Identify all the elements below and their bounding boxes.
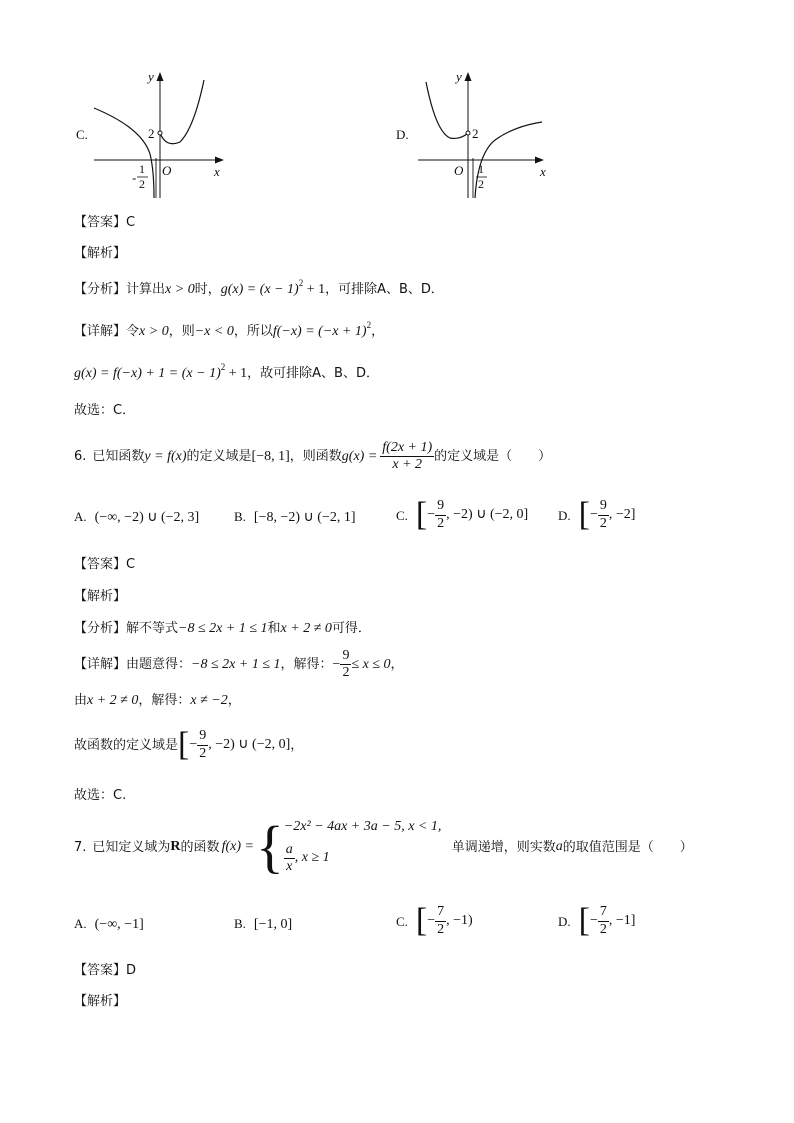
fraction: [598, 904, 609, 937]
graph-c-left-branch: [94, 108, 154, 198]
text: 的函数: [180, 839, 220, 855]
denominator: x + 2: [392, 457, 423, 473]
text: 单调递增，则实数: [451, 839, 556, 855]
graph-d-y-label: y: [456, 69, 462, 84]
text: ，可排除A、B、D．: [325, 282, 444, 297]
math: R: [170, 839, 181, 854]
math: , −1): [446, 913, 473, 928]
q5-analysis-tag: 【解析】: [74, 246, 127, 261]
q6-choose: 故选：C.: [74, 788, 127, 803]
text: ，则函数: [289, 449, 342, 465]
graph-d-x-mark-den: 2: [478, 177, 484, 191]
denominator: 2: [437, 515, 445, 531]
option-label: C.: [396, 913, 408, 929]
q7-option-a: [74, 917, 144, 932]
exponent: 2: [366, 320, 372, 330]
math: + 1: [225, 366, 248, 381]
answer-tag: 【答案】: [74, 215, 127, 230]
q5-fenxi: [74, 278, 444, 297]
math: y = f(x): [144, 448, 187, 464]
math: + 1: [303, 282, 326, 297]
graph-c-y-mark: 2: [148, 126, 155, 141]
text: 和: [267, 621, 281, 636]
graph-d-left-branch: [426, 82, 468, 138]
denominator: 2: [199, 745, 207, 761]
answer-value: C: [126, 557, 136, 572]
math: f(−x) = (−x + 1): [272, 324, 367, 339]
math: −x < 0: [194, 324, 234, 339]
option-label: D.: [558, 913, 571, 929]
q6-answer: [74, 558, 135, 571]
q6-analysis-tag: 【解析】: [74, 589, 127, 604]
graph-d-x-arrow: [535, 157, 544, 164]
math: g(x) = f(−x) + 1 = (x − 1): [74, 366, 221, 381]
q7-option-b: [234, 917, 292, 932]
question-number: 6.: [74, 449, 87, 465]
graph-c-x-mark-num: 1: [139, 162, 145, 176]
text: ，: [227, 693, 241, 708]
fenxi-tag: 【分析】: [74, 621, 127, 636]
q6-option-b: [234, 510, 356, 525]
text: 已知定义域为: [92, 839, 171, 855]
graph-d-origin-label: O: [454, 163, 464, 178]
answer-value: D: [126, 963, 137, 978]
bracket: [: [415, 496, 428, 533]
graph-c: [88, 66, 238, 202]
fraction: [380, 440, 434, 473]
q7-option-d: [558, 904, 635, 938]
option-label: B.: [234, 916, 246, 931]
text: 计算出: [126, 282, 166, 297]
denominator: 2: [599, 921, 607, 937]
math: g(x) = (x − 1): [220, 282, 299, 297]
text: ，: [371, 324, 385, 339]
graph-c-x-label: x: [214, 164, 220, 179]
numerator: 9: [598, 498, 609, 515]
text: 由: [74, 693, 88, 708]
math: , −2]: [608, 507, 636, 522]
q5-xiangjie-1: [74, 320, 385, 339]
answer-tag: 【答案】: [74, 963, 127, 978]
question-number: 7.: [74, 839, 87, 855]
denominator: 2: [342, 665, 350, 681]
q6-option-d: [558, 498, 635, 532]
graph-d-y-arrow: [465, 72, 472, 81]
graph-d: [412, 66, 558, 202]
numerator: a: [284, 842, 295, 859]
option-math: [−8, −2) ∪ (−2, 1]: [253, 510, 356, 525]
math: x > 0: [139, 324, 169, 339]
numerator: f(2x + 1): [380, 440, 434, 457]
fraction: [340, 648, 351, 681]
text: ，故可排除A、B、D．: [247, 366, 379, 381]
q6-xiangjie-3: 故函数的定义域是 [ − $\frac{9}{2}$ , −2) ∪ (−2, 0] ，: [74, 726, 304, 763]
q5-answer: [74, 216, 135, 229]
math: −: [427, 507, 436, 522]
text: 的定义域是（ ）: [434, 449, 552, 465]
math: −8 ≤ 2x + 1 ≤ 1: [178, 621, 268, 636]
text: ，所以: [233, 324, 273, 339]
text: 的取值范围是（ ）: [562, 839, 693, 855]
fraction: [284, 842, 295, 875]
option-label: D.: [558, 507, 571, 523]
numerator: 7: [435, 904, 446, 921]
q6-xiangjie-1: 【详解】 由题意得： −8 ≤ 2x + 1 ≤ 1 ，解得： − $\frac{9}{2}$ ≤ x ≤ 0 ，: [74, 648, 404, 681]
math: −: [427, 913, 436, 928]
exponent: 2: [220, 362, 226, 372]
text: ，解得：: [138, 693, 191, 708]
numerator: 9: [197, 728, 208, 745]
math: [−8, 1]: [251, 448, 290, 464]
graph-c-y-label: y: [148, 69, 154, 84]
fraction: [598, 498, 609, 531]
math: ≤ x ≤ 0: [351, 656, 391, 672]
option-math: [−1, 0]: [253, 917, 293, 932]
bracket: [: [415, 902, 428, 939]
text: 时，: [194, 282, 221, 297]
exponent: 2: [298, 278, 304, 288]
option-label: B.: [234, 509, 246, 524]
text: 的定义域是: [186, 449, 252, 465]
text: 故函数的定义域是: [74, 737, 179, 753]
option-math: (−∞, −1]: [94, 917, 144, 932]
q7-stem: [74, 814, 693, 879]
brace: {: [255, 814, 284, 879]
option-math: (−∞, −2) ∪ (−2, 3]: [94, 510, 200, 525]
math: , −2) ∪ (−2, 0]: [446, 507, 529, 522]
q7-analysis-tag: 【解析】: [74, 994, 127, 1009]
q7-option-c: [396, 904, 473, 938]
q7-answer: [74, 964, 136, 977]
math: −8 ≤ 2x + 1 ≤ 1: [191, 656, 281, 672]
math: a: [555, 839, 563, 854]
bracket: [: [578, 496, 590, 533]
math: , x ≥ 1: [294, 850, 330, 866]
case-1: −2x² − 4ax + 3a − 5, x < 1,: [283, 819, 442, 834]
q6-xiangjie-2: [74, 694, 241, 708]
numerator: 7: [598, 904, 609, 921]
text: 解不等式: [126, 621, 179, 636]
fraction: [435, 498, 446, 531]
text: 可得．: [331, 621, 371, 636]
q6-stem: [74, 440, 551, 473]
graph-d-x-mark-num: 1: [478, 162, 484, 176]
graph-c-x-mark-den: 2: [139, 177, 145, 191]
q6-option-a: [74, 510, 199, 525]
graph-d-y-mark: 2: [472, 126, 479, 141]
math: x + 2 ≠ 0: [280, 621, 332, 636]
text: ，: [290, 737, 304, 753]
graph-d-x-label: x: [540, 164, 546, 179]
answer-tag: 【答案】: [74, 557, 127, 572]
q5-choose: 故选：C．: [74, 403, 136, 418]
graph-c-y-arrow: [157, 72, 164, 81]
denominator: x: [286, 858, 293, 874]
text: ，则: [168, 324, 195, 339]
xiangjie-tag: 【详解】: [74, 324, 127, 339]
numerator: 9: [340, 648, 351, 665]
denominator: 2: [437, 921, 445, 937]
graph-c-origin-label: O: [162, 163, 172, 178]
numerator: 9: [435, 498, 446, 515]
text: 由题意得：: [126, 657, 192, 673]
math: −: [589, 913, 598, 928]
denominator: 2: [599, 515, 607, 531]
math: −: [589, 507, 598, 522]
bracket: [: [178, 726, 190, 763]
piecewise-cases: [284, 819, 452, 875]
option-label: C.: [396, 507, 408, 523]
option-c-label: C.: [76, 127, 88, 142]
text: ，解得：: [280, 657, 333, 673]
option-d-label: D.: [396, 127, 409, 142]
math: , −2) ∪ (−2, 0]: [208, 737, 291, 752]
q6-option-c: [396, 498, 528, 532]
graph-c-x-arrow: [215, 157, 224, 164]
math: f(x) =: [221, 839, 254, 854]
q5-xiangjie-2: [74, 362, 379, 381]
xiangjie-tag: 【详解】: [74, 657, 127, 673]
graph-c-x-mark-sign: -: [132, 170, 137, 185]
math: g(x) =: [341, 448, 378, 464]
math: x > 0: [165, 282, 195, 297]
math: , −1]: [608, 913, 636, 928]
option-label: A.: [74, 916, 87, 931]
graph-c-right-branch: [160, 80, 204, 144]
graph-c-open-point: [158, 131, 162, 135]
text: 令: [126, 324, 140, 339]
fraction: [435, 904, 446, 937]
graph-d-open-point: [466, 131, 470, 135]
math: x ≠ −2: [190, 693, 228, 708]
q6-fenxi: [74, 622, 371, 636]
case-2: [284, 842, 452, 875]
fraction: [197, 728, 208, 761]
fenxi-tag: 【分析】: [74, 282, 127, 297]
bracket: [: [578, 902, 590, 939]
answer-value: C: [126, 215, 136, 230]
text: 已知函数: [92, 449, 145, 465]
math: x + 2 ≠ 0: [87, 693, 139, 708]
option-label: A.: [74, 509, 87, 524]
text: ，: [390, 657, 404, 673]
